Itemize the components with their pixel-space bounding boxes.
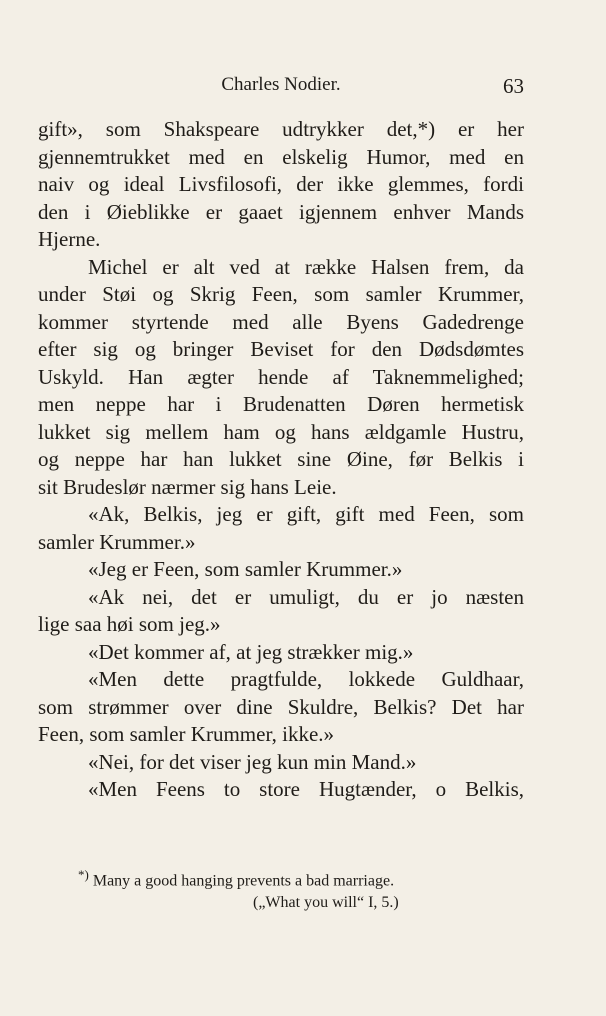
running-head [38, 74, 524, 100]
text-line: Uskyld. Han ægter hende af Taknemmelighed; [38, 364, 524, 389]
text-line: som strømmer over dine Skuldre, Belkis? Det har [38, 694, 524, 719]
body-text [38, 116, 524, 804]
text-line: «Ak nei, det er umuligt, du er jo næsten [88, 584, 524, 609]
text-line: Hjerne. [38, 227, 101, 251]
text-line: kommer styrtende med alle Byens Gadedrenge [38, 309, 524, 334]
text-line: gift», som Shakspeare udtrykker det,*) er her [38, 117, 524, 141]
text-line: under Støi og Skrig Feen, som samler Krummer, [38, 282, 524, 306]
text-line: Feen, som samler Krummer, ikke.» [38, 722, 335, 746]
text-line: og neppe har han lukket sine Øine, før Belkis i [38, 447, 524, 471]
footnote-source: („What you will“ I, 5.) [253, 894, 399, 912]
text-line: efter sig og bringer Beviset for den Dødsdømtes [38, 337, 524, 361]
text-line: naiv og ideal Livsfilosofi, der ikke glemmes, fordi [38, 172, 524, 196]
text-line: samler Krummer.» [38, 529, 196, 554]
text-line: lige saa høi som jeg.» [38, 612, 221, 636]
text-line: gjennemtrukket med en elskelig Humor, med en [38, 144, 524, 169]
text-line: men neppe har i Brudenatten Døren hermetisk [38, 392, 524, 416]
footnote-marker: *) [78, 867, 89, 882]
text-line: Michel er alt ved at række Halsen frem, da [88, 254, 524, 279]
text-line: «Men Feens to store Hugtænder, o Belkis, [88, 777, 524, 801]
footnote-text: Many a good hanging prevents a bad marriage. [92, 872, 395, 890]
text-line: sit Brudeslør nærmer sig hans Leie. [38, 474, 337, 499]
text-line: «Men dette pragtfulde, lokkede Guldhaar, [88, 667, 524, 691]
footnote [38, 864, 524, 914]
text-line: lukket sig mellem ham og hans ældgamle Hustru, [38, 419, 524, 444]
text-line: «Ak, Belkis, jeg er gift, gift med Feen, som [88, 502, 524, 526]
footnote-line [38, 864, 524, 892]
text-line: «Nei, for det viser jeg kun min Mand.» [88, 749, 417, 774]
text-line: den i Øieblikke er gaaet igjennem enhver Mands [38, 199, 524, 224]
text-line: «Jeg er Feen, som samler Krummer.» [88, 557, 403, 581]
page-number: 63 [503, 74, 524, 98]
text-line: «Det kommer af, at jeg strækker mig.» [88, 639, 414, 664]
running-title: Charles Nodier. [221, 74, 341, 95]
